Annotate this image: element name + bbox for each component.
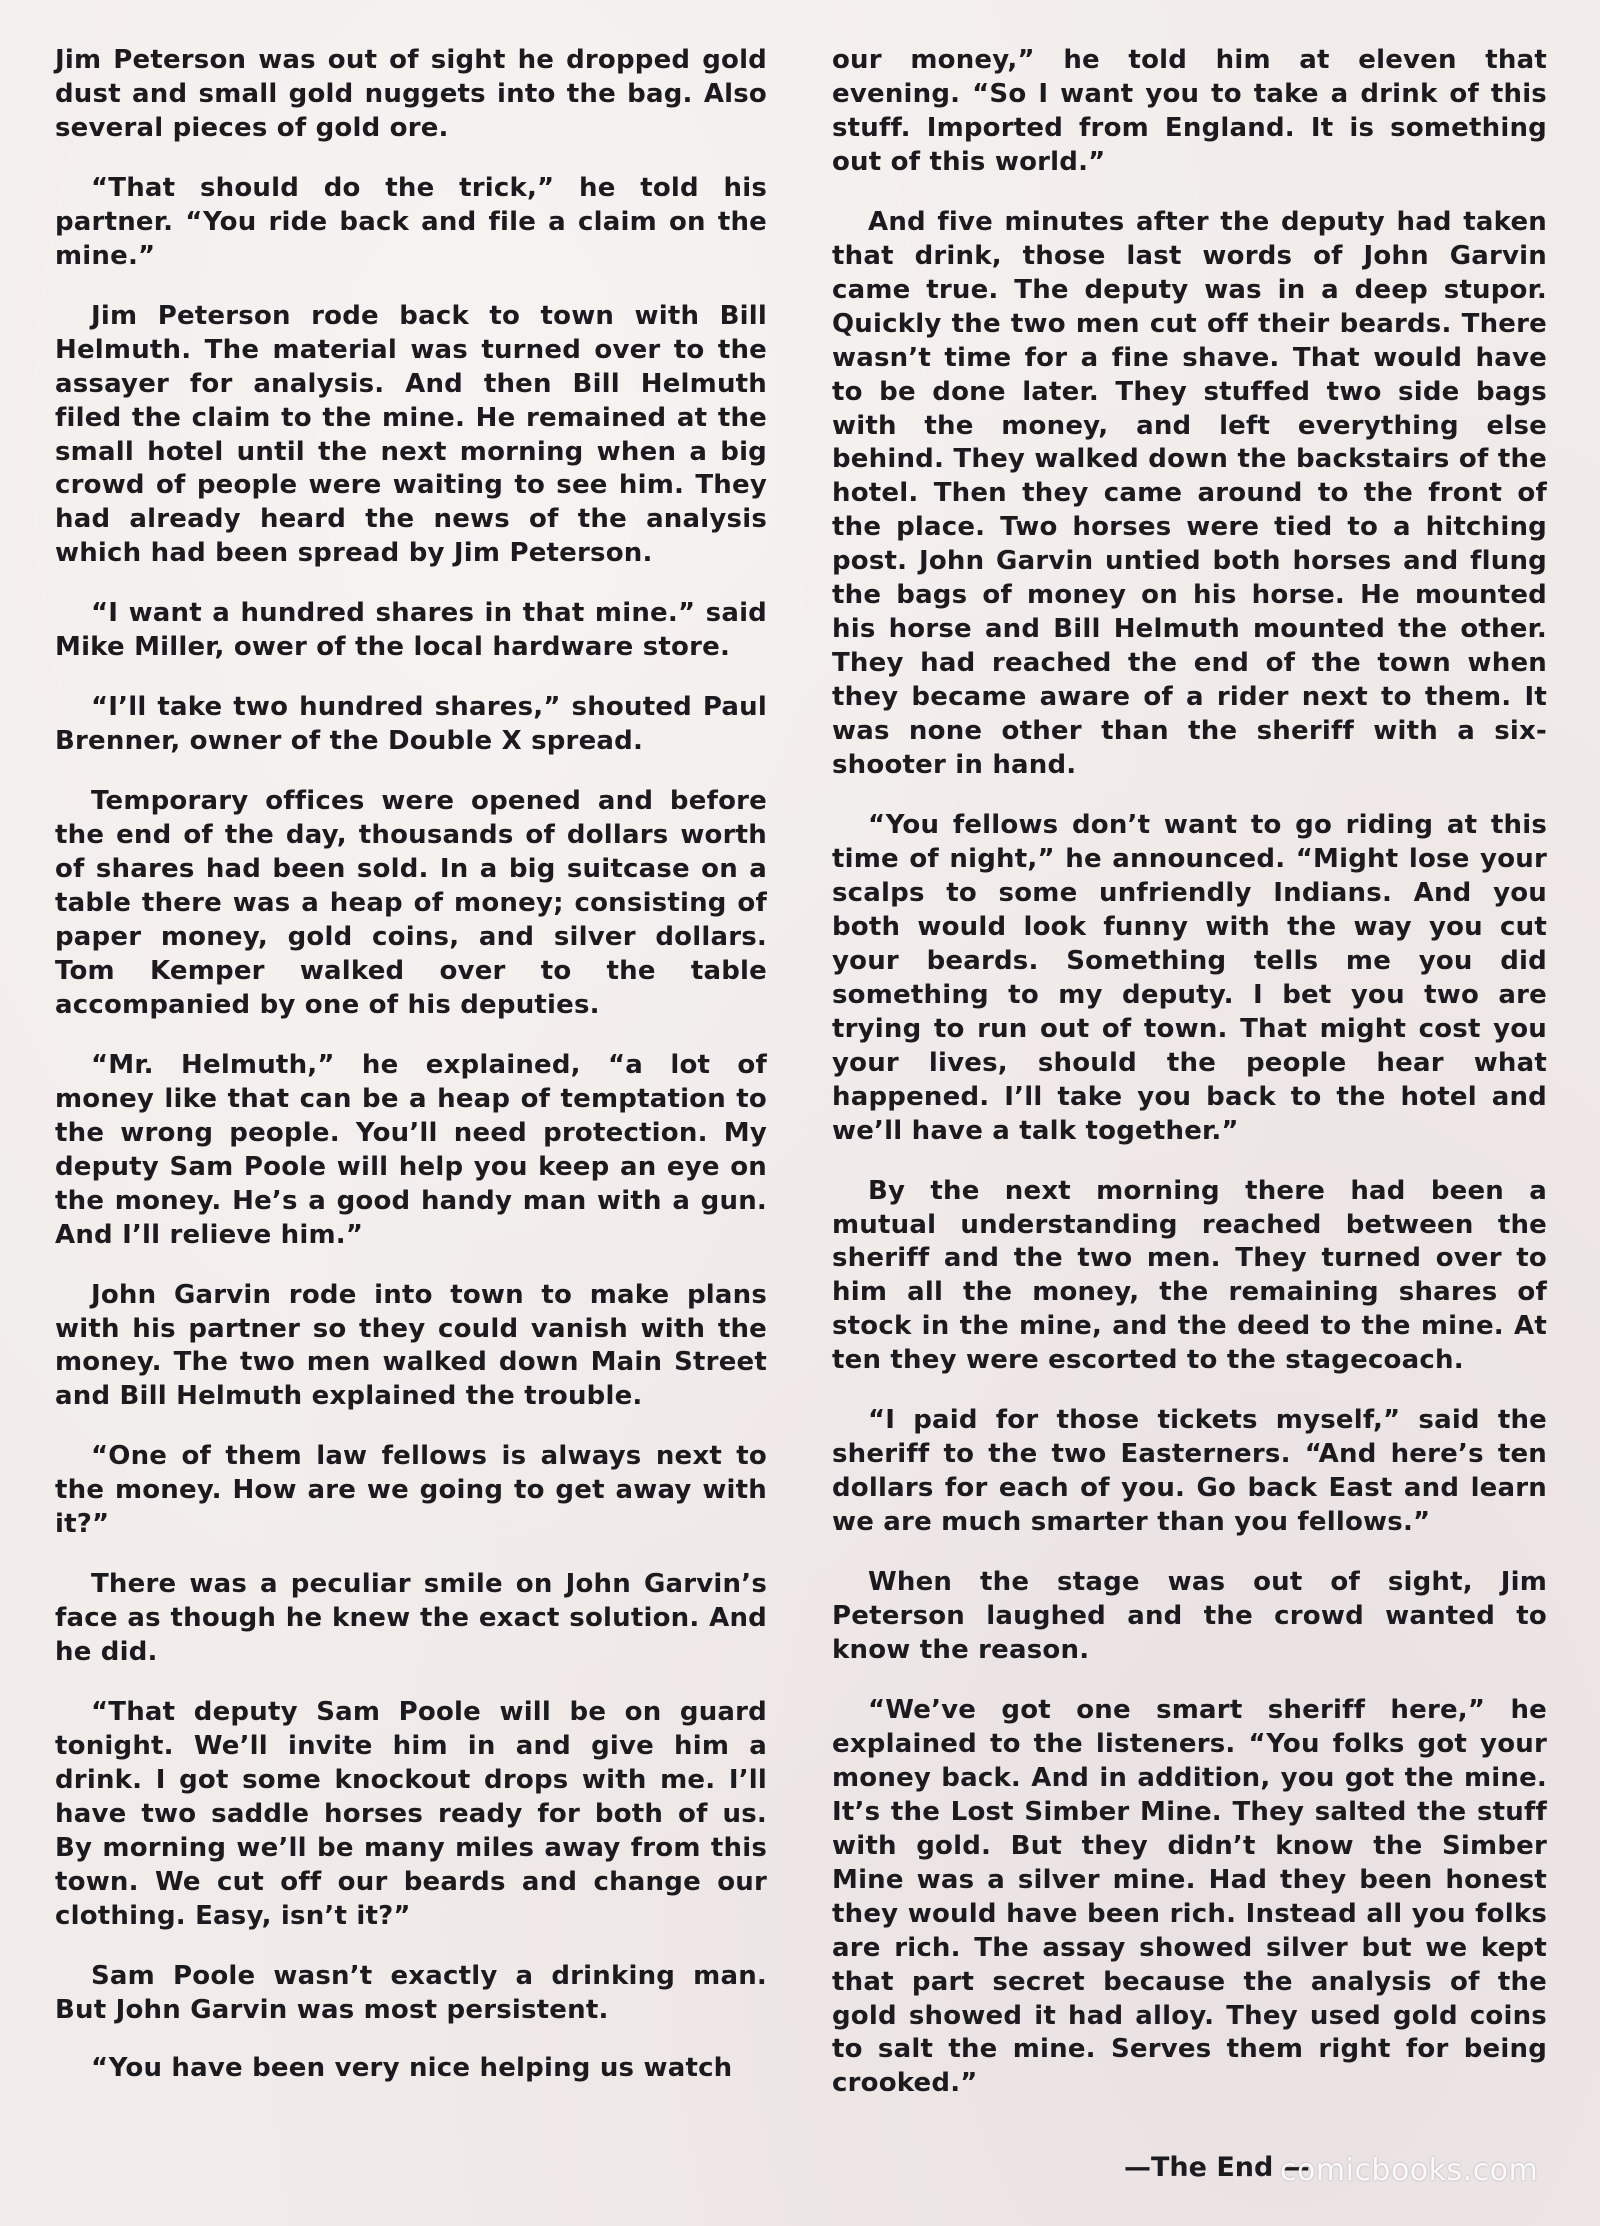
paragraph: “That should do the trick,” he told his partner. “You ride back and file a claim on the mine.” [55, 172, 767, 271]
site-watermark: comicbooks.com [1280, 2153, 1539, 2188]
right-text-column [832, 44, 1547, 2127]
paragraph: “One of them law fellows is always next to the money. How are we going to get away with it?” [55, 1441, 767, 1540]
paragraph: “You have been very nice helping us watch [91, 2052, 733, 2083]
paragraph: By the next morning there had been a mutual understanding reached between the sheriff and the two men. They turned over to him all the money, the remaining shares of stock in the mine, and the deed to the mine. At ten they were escorted to the stagecoach. [832, 1175, 1547, 1376]
paragraph: Jim Peterson rode back to town with Bill Helmuth. The material was turned over to the assayer for analysis. And then Bill Helmuth filed the claim to the mine. He remained at the small hotel until the next morning when a big crowd of people were waiting to see him. They had already heard the news of the analysis which had been spread by Jim Peterson. [55, 300, 767, 569]
paragraph: “That deputy Sam Poole will be on guard tonight. We’ll invite him in and give him a drink. I got some knockout drops with me. I’ll have two saddle horses ready for both of us. By morning we’ll be many miles away from this town. We cut off our beards and change our clothing. Easy, isn’t it?” [55, 1697, 767, 1931]
paragraph: Temporary offices were opened and before the end of the day, thousands of dollars worth of shares had been sold. In a big suitcase on a table there was a heap of money; consisting of paper money, gold coins, and silver dollars. Tom Kemper walked over to the table accompanied by one of his deputies. [55, 786, 767, 1020]
paragraph: Jim Peterson was out of sight he dropped gold dust and small gold nuggets into the bag. Also several pieces of gold ore. [55, 45, 767, 143]
paragraph: “Mr. Helmuth,” he explained, “a lot of money like that can be a heap of temptation to the wrong people. You’ll need protection. My deputy Sam Poole will help you keep an eye on the money. He’s a good handy man with a gun. And I’ll relieve him.” [55, 1049, 767, 1250]
paragraph: “I’ll take two hundred shares,” shouted Paul Brenner, owner of the Double X spread. [55, 692, 767, 757]
paragraph: “I paid for those tickets myself,” said the sheriff to the two Easterners. “And here’s ten dollars for each of you. Go back East and learn we are much smarter than you fellows.” [832, 1405, 1547, 1538]
left-text-column [55, 44, 767, 2112]
paragraph: “I want a hundred shares in that mine.” said Mike Miller, ower of the local hardware store. [55, 598, 767, 663]
paragraph: Sam Poole wasn’t exactly a drinking man. But John Garvin was most persistent. [55, 1960, 767, 2025]
paragraph: John Garvin rode into town to make plans with his partner so they could vanish with the money. The two men walked down Main Street and Bill Helmuth explained the trouble. [55, 1279, 767, 1412]
paragraph: “We’ve got one smart sheriff here,” he explained to the listeners. “You folks got your money back. And in addition, you got the mine. It’s the Lost Simber Mine. They salted the stuff with gold. But they didn’t know the Simber Mine was a silver mine. Had they been honest they would have been rich. Instead all you folks are rich. The assay showed silver but we kept that part secret because the analysis of the gold showed it had alloy. They used gold coins to salt the mine. Serves them right for being crooked.” [832, 1694, 1547, 2099]
paragraph: “You fellows don’t want to go riding at this time of night,” he announced. “Might lose your scalps to some unfriendly Indians. And you both would look funny with the way you cut your beards. Something tells me you did something to my deputy. I bet you two are trying to run out of town. That might cost you your lives, should the people hear what happened. I’ll take you back to the hotel and we’ll have a talk together.” [832, 810, 1547, 1146]
paragraph: our money,” he told him at eleven that evening. “So I want you to take a drink of this stuff. Imported from England. It is something out of this world.” [832, 45, 1547, 177]
paragraph: There was a peculiar smile on John Garvin’s face as though he knew the exact solution. And he did. [55, 1569, 767, 1668]
the-end-label: —The End — [1124, 2152, 1310, 2183]
paragraph: And five minutes after the deputy had taken that drink, those last words of John Garvin came true. The deputy was in a deep stupor. Quickly the two men cut off their beards. There wasn’t time for a fine shave. That would have to be done later. They stuffed two side bags with the money, and left everything else behind. They walked down the backstairs of the hotel. Then they came around to the front of the place. Two horses were tied to a hitching post. John Garvin untied both horses and flung the bags of money on his horse. He mounted his horse and Bill Helmuth mounted the other. They had reached the end of the town when they became aware of a rider next to them. It was none other than the sheriff with a six-shooter in hand. [832, 206, 1547, 781]
paragraph: When the stage was out of sight, Jim Peterson laughed and the crowd wanted to know the reason. [832, 1567, 1547, 1665]
